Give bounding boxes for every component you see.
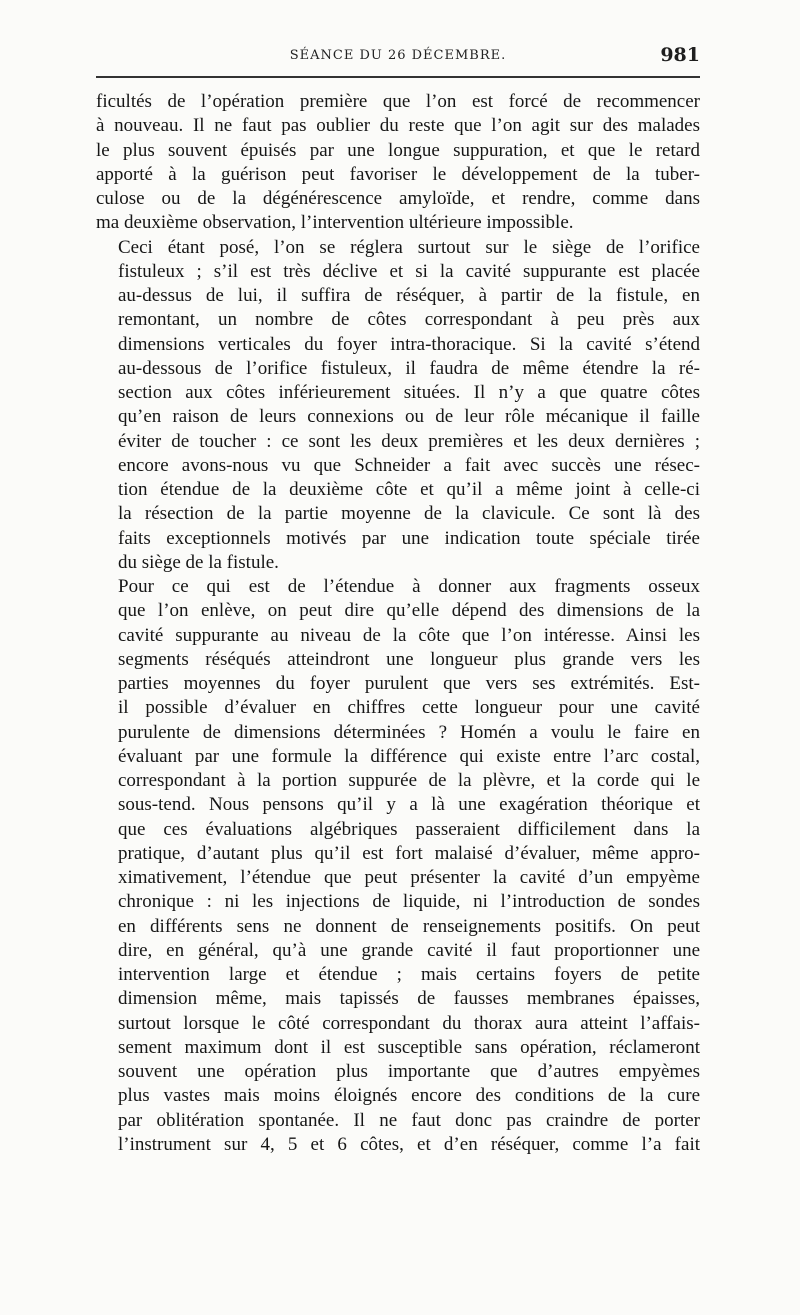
text-line: tion étendue de la deuxième côte et qu’il a même joint à celle-ci (118, 479, 700, 500)
text-line: dimensions verticales du foyer intra-thoracique. Si la cavité s’étend (118, 333, 700, 355)
text-line: fistuleux ; s’il est très déclive et si la cavité suppurante est placée (118, 260, 700, 282)
text-line: au-dessus de lui, il suffira de réséquer, à partir de la fistule, en (118, 285, 700, 306)
text-line: section aux côtes inférieurement situées. Il n’y a que quatre côtes (118, 382, 700, 403)
text-line: que l’on enlève, on peut dire qu’elle dépend des dimensions de la (118, 600, 700, 622)
paragraph (96, 236, 700, 576)
text-line: parties moyennes du foyer purulent que vers ses extrémités. Est- (118, 673, 700, 694)
text-line: dimension même, mais tapissés de fausses membranes épaisses, (118, 988, 700, 1010)
text-line: le plus souvent épuisés par une longue suppuration, et que le retard (96, 139, 700, 161)
text-line: intervention large et étendue ; mais certains foyers de petite (118, 964, 700, 985)
text-line: apporté à la guérison peut favoriser le développement de la tuber- (96, 163, 700, 185)
text-line: chronique : ni les injections de liquide, ni l’introduction de sondes (118, 891, 700, 913)
paragraph (96, 90, 700, 236)
text-line: ximativement, l’étendue que peut présenter la cavité d’un empyème (118, 867, 700, 888)
text-line: l’instrument sur 4, 5 et 6 côtes, et d’en réséquer, comme l’a fait (118, 1133, 700, 1155)
text-line: purulente de dimensions déterminées ? Homén a voulu le faire en (118, 721, 700, 743)
text-line: la résection de la partie moyenne de la clavicule. Ce sont là des (118, 503, 700, 525)
header-rule (96, 76, 700, 78)
text-line: pratique, d’autant plus qu’il est fort malaisé d’évaluer, même appro- (118, 842, 700, 864)
text-line: que ces évaluations algébriques passeraient difficilement dans la (118, 818, 700, 840)
text-line: en différents sens ne donnent de renseignements positifs. On peut (118, 915, 700, 937)
text-line: ma deuxième observation, l’intervention ultérieure impossible. (96, 212, 574, 234)
text-line: plus vastes mais moins éloignés encore des conditions de la cure (118, 1085, 700, 1107)
text-line: il possible d’évaluer en chiffres cette longueur pour une cavité (118, 697, 700, 719)
text-line: éviter de toucher : ce sont les deux premières et les deux dernières ; (118, 430, 700, 452)
paragraph (96, 575, 700, 1157)
text-line: sous-tend. Nous pensons qu’il y a là une exagération théorique et (118, 794, 700, 816)
text-line: remontant, un nombre de côtes correspondant à peu près aux (118, 309, 700, 331)
running-title: SÉANCE DU 26 DÉCEMBRE. (289, 48, 507, 63)
text-line: sement maximum dont il est susceptible sans opération, réclameront (118, 1036, 700, 1058)
text-line: Pour ce qui est de l’étendue à donner aux fragments osseux (118, 576, 700, 597)
text-line: qu’en raison de leurs connexions ou de leur rôle mécanique il faille (118, 406, 700, 428)
text-line: Ceci étant posé, l’on se réglera surtout sur le siège de l’orifice (118, 236, 700, 258)
text-line: faits exceptionnels motivés par une indication toute spéciale tirée (118, 527, 700, 549)
text-line: culose ou de la dégénérescence amyloïde, et rendre, comme dans (96, 188, 700, 209)
page-number: 981 (660, 44, 700, 66)
text-line: du siège de la fistule. (118, 551, 279, 573)
text-line: correspondant à la portion suppurée de la plèvre, et la corde qui le (118, 770, 700, 791)
text-line: segments réséqués atteindront une longueur plus grande vers les (118, 648, 700, 670)
text-line: souvent une opération plus importante que d’autres empyèmes (118, 1061, 700, 1082)
text-line: surtout lorsque le côté correspondant du thorax aura atteint l’affais- (118, 1012, 700, 1034)
running-head (96, 44, 700, 74)
text-line: au-dessous de l’orifice fistuleux, il faudra de même étendre la ré- (118, 357, 700, 379)
text-line: évaluant par une formule la différence qui existe entre l’arc costal, (118, 745, 700, 767)
text-line: encore avons-nous vu que Schneider a fait avec succès une résec- (118, 454, 700, 476)
text-line: à nouveau. Il ne faut pas oublier du reste que l’on agit sur des malades (96, 115, 700, 137)
text-line: par oblitération spontanée. Il ne faut donc pas craindre de porter (118, 1109, 700, 1131)
text-line: dire, en général, qu’à une grande cavité il faut proportionner une (118, 939, 700, 961)
body-text (96, 90, 700, 1157)
text-line: ficultés de l’opération première que l’on est forcé de recommencer (96, 91, 700, 112)
text-line: cavité suppurante au niveau de la côte que l’on intéresse. Ainsi les (118, 624, 700, 646)
